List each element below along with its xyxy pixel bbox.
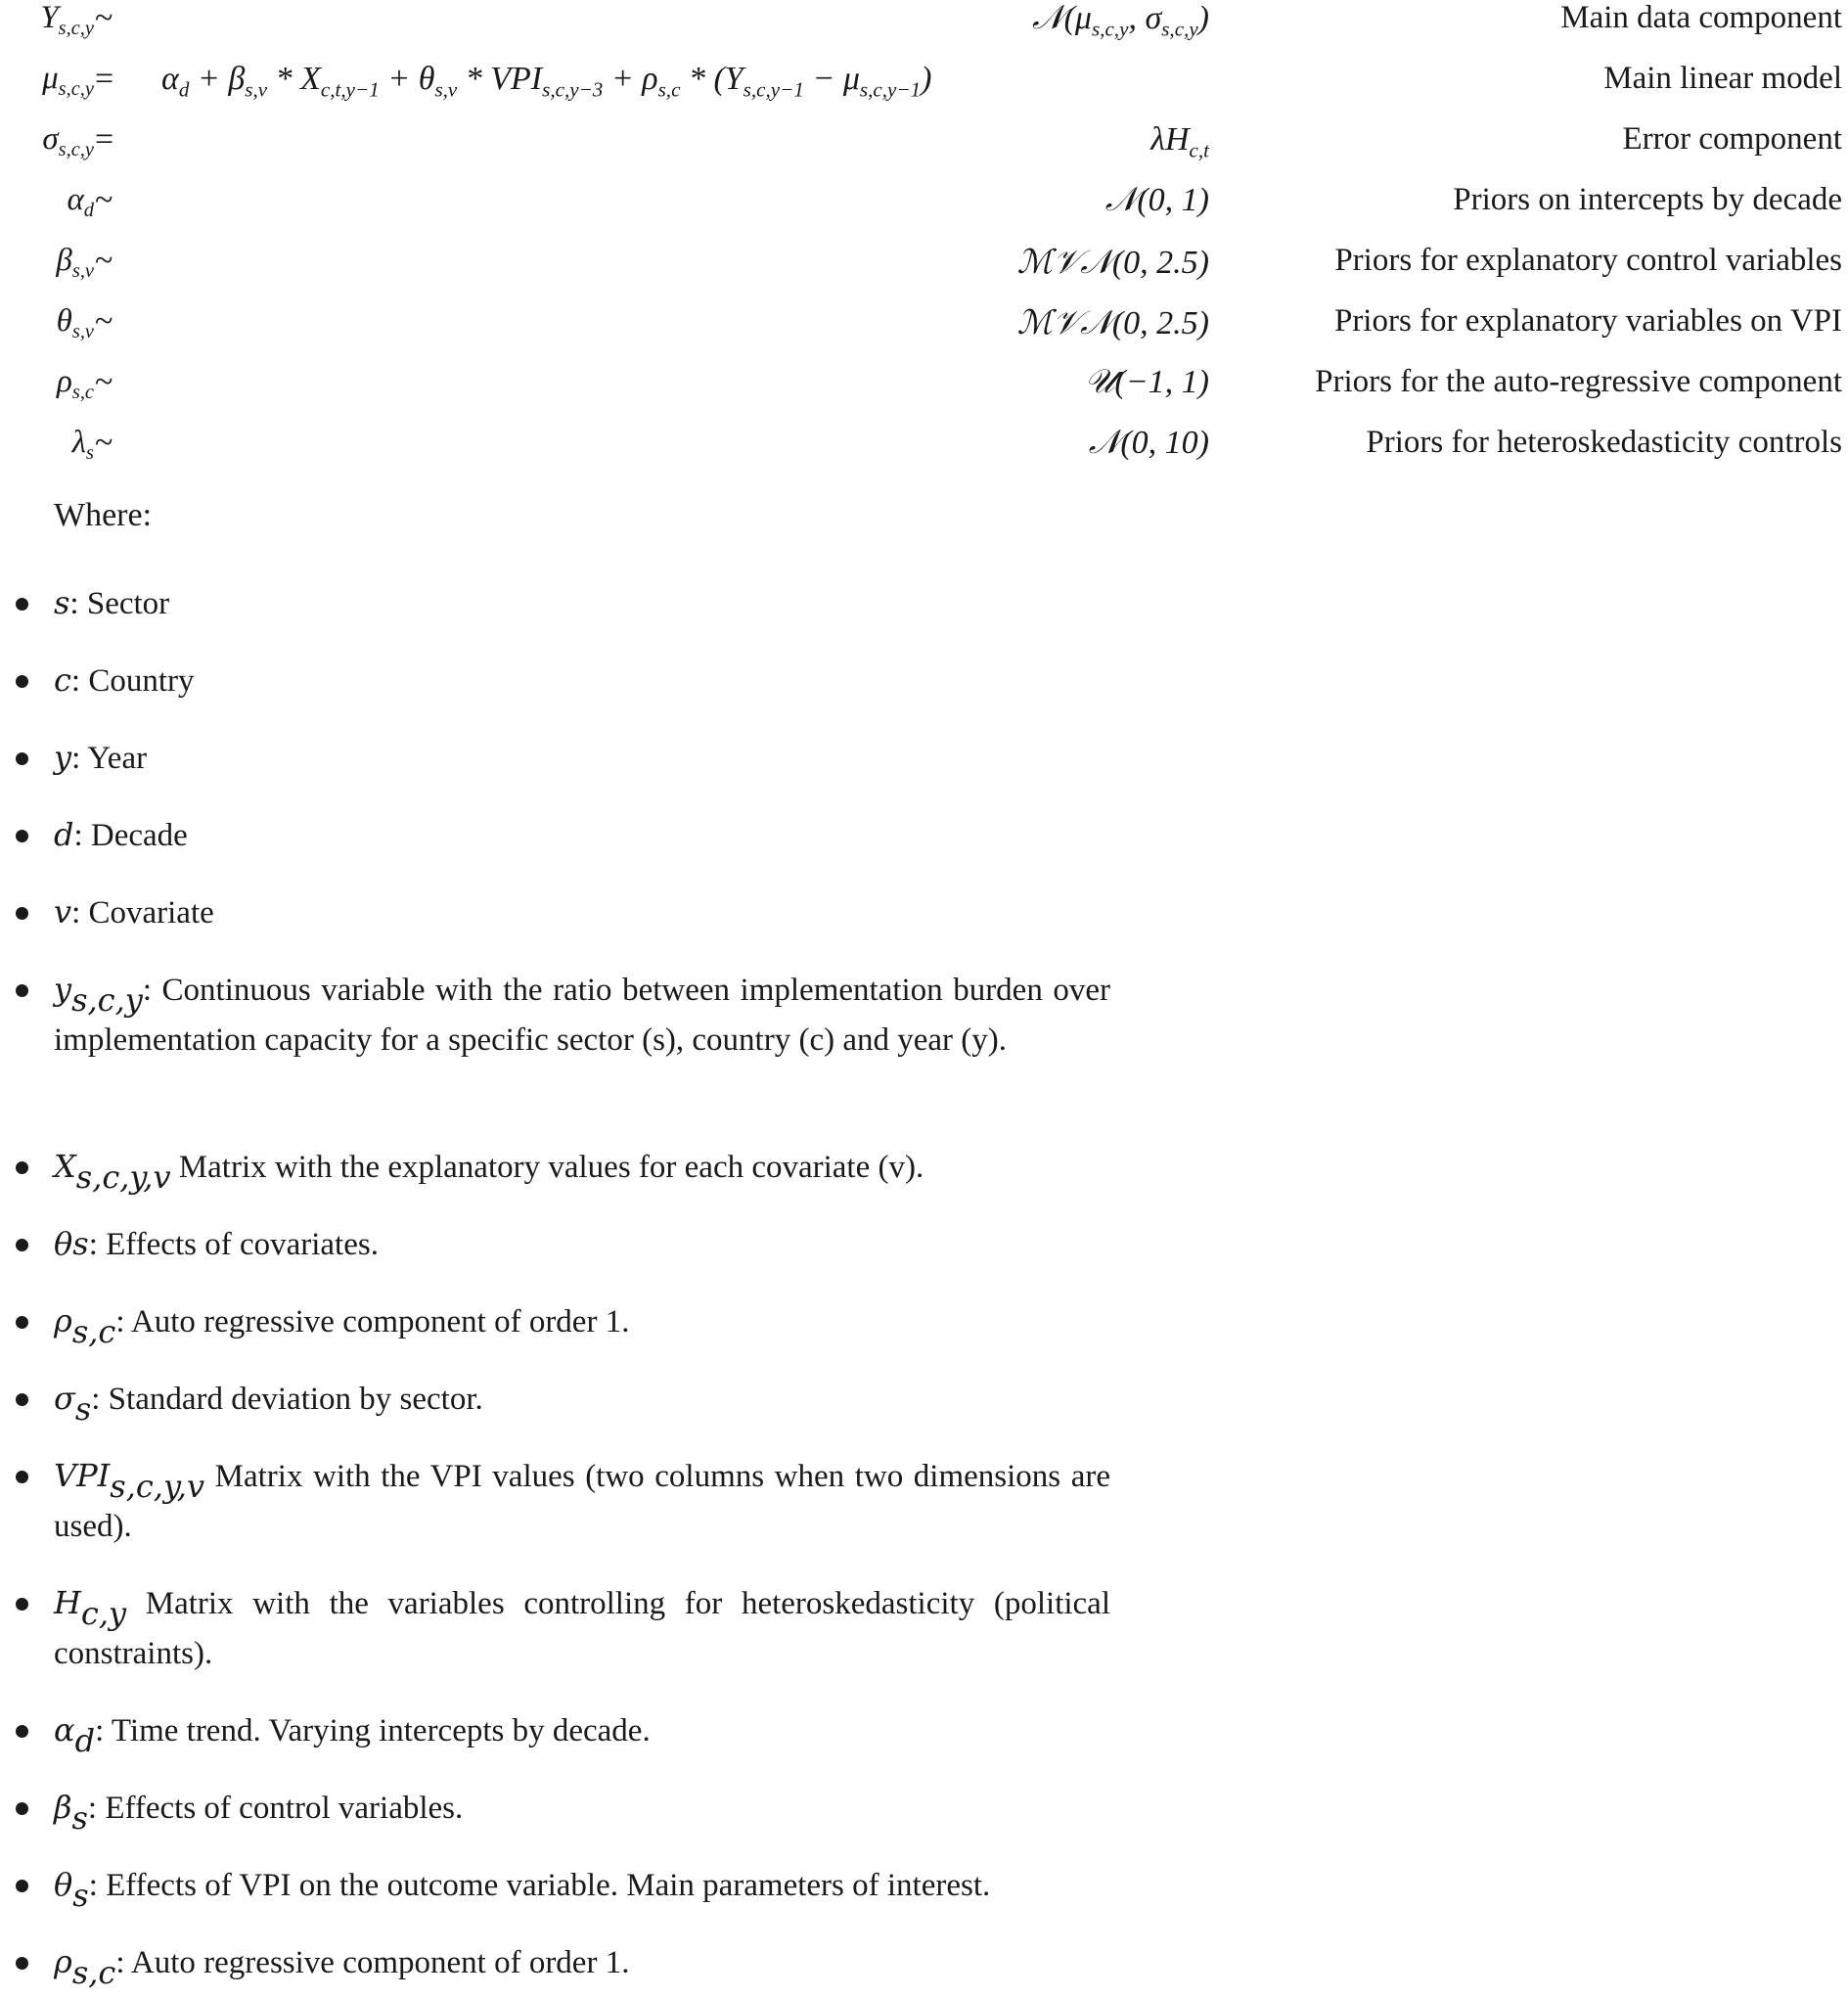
equation-relation: ~ — [95, 243, 113, 279]
definition-text — [54, 733, 1110, 784]
definition-description: : Effects of control variables. — [87, 1791, 464, 1826]
equation-row — [0, 182, 1848, 243]
definition-description: : Standard deviation by sector. — [91, 1382, 483, 1417]
definition-symbol: α — [54, 1711, 75, 1748]
definition-description: : Decade — [73, 818, 188, 853]
definition-symbol: ρ — [54, 1302, 72, 1340]
definition-subscript: s,c,y — [71, 981, 143, 1020]
definition-text — [54, 1142, 1110, 1197]
definition-symbol: c — [54, 661, 71, 699]
definition-symbol: VPI — [54, 1457, 111, 1494]
equation-rhs: ℳ𝒱𝒩(0, 2.5) — [1016, 245, 1209, 281]
equation-description: Main data component — [1560, 0, 1842, 35]
bullet-icon — [16, 830, 28, 842]
equation-description: Priors for explanatory control variables — [1334, 243, 1842, 278]
definition-symbol: β — [54, 1789, 72, 1826]
definition-description: Matrix with the variables controlling for heteroskedasticity (political constraints). — [54, 1586, 1110, 1671]
bullet-icon — [16, 675, 28, 688]
definition-subscript: s — [71, 1799, 88, 1838]
equation-lhs: $\alpha_d$ — [67, 182, 94, 222]
equation-rhs: ℳ𝒱𝒩(0, 2.5) — [1016, 305, 1209, 341]
definition-symbol: s — [54, 584, 70, 621]
equation-rhs: 𝒩(0, 10) — [1088, 425, 1209, 461]
definition-description: : Time trend. Varying intercepts by decade. — [95, 1713, 651, 1748]
bullet-icon — [16, 1471, 28, 1483]
equation-lhs: $\mu_{s,c,y}$ — [42, 61, 94, 101]
definition-description: : Effects of VPI on the outcome variable. Main parameters of interest. — [88, 1868, 991, 1903]
bullet-icon — [16, 1880, 28, 1892]
definition-subscript: s,c — [71, 1313, 116, 1351]
equation-description: Priors for the auto-regressive component — [1315, 364, 1842, 399]
equation-rhs: 𝒩(0, 1) — [1104, 182, 1209, 218]
equation-row — [0, 61, 1848, 121]
definition-text — [54, 1783, 1110, 1838]
equation-lhs: $\beta_{s,v}$ — [56, 243, 94, 283]
definition-subscript: d — [74, 1722, 96, 1760]
definition-description: : Country — [70, 663, 195, 699]
definition-text — [54, 810, 1110, 861]
definition-symbol: H — [54, 1584, 81, 1621]
definition-description: : Auto regressive component of order 1. — [115, 1945, 630, 1980]
definition-text — [54, 965, 1110, 1066]
equation-lhs: $\theta_{s,v}$ — [56, 303, 94, 343]
definition-description: : Continuous variable with the ratio between implementation burden over implementation capacity for a specific sector (s), country (c) and year (y). — [54, 973, 1110, 1058]
bullet-icon — [16, 1725, 28, 1738]
bullet-icon — [16, 1316, 28, 1329]
bullet-icon — [16, 752, 28, 765]
equation-description: Priors for explanatory variables on VPI — [1333, 303, 1842, 339]
definition-symbol: d — [54, 816, 74, 853]
equation-rhs: 𝒰(−1, 1) — [1084, 364, 1209, 400]
equation-relation: ~ — [95, 364, 113, 400]
definition-symbol: y — [54, 971, 72, 1008]
equation-lhs: $\lambda_s$ — [71, 425, 94, 465]
definition-symbol: σ — [54, 1380, 75, 1417]
definition-text — [54, 1705, 1110, 1760]
definition-subscript: c,y — [80, 1595, 127, 1633]
bullet-icon — [16, 1802, 28, 1815]
equation-lhs: $Y_{s,c,y}$ — [40, 0, 94, 40]
equation-row — [0, 364, 1848, 425]
equation-row — [0, 121, 1848, 182]
definition-text — [54, 1578, 1110, 1679]
bullet-icon — [16, 1393, 28, 1406]
bullet-icon — [16, 984, 28, 997]
definition-subscript: s,c,y,v — [110, 1468, 205, 1506]
bullet-icon — [16, 1598, 28, 1611]
bullet-icon — [16, 1161, 28, 1174]
definition-symbol: θs — [54, 1225, 89, 1262]
where-label: Where: — [54, 497, 153, 533]
equation-relation: ~ — [95, 425, 113, 461]
definition-symbol: y — [54, 739, 72, 776]
equation-lhs: $\rho_{s,c}$ — [57, 364, 94, 404]
definition-symbol: θ — [54, 1866, 73, 1903]
equation-description: Priors for heteroskedasticity controls — [1366, 425, 1842, 460]
equation-relation: = — [95, 61, 114, 97]
equation-relation: ~ — [95, 182, 113, 218]
equation-relation: ~ — [95, 0, 113, 36]
definition-description: : Sector — [69, 586, 170, 621]
definition-text — [54, 656, 1110, 706]
bullet-icon — [16, 1957, 28, 1970]
equation-description: Priors on intercepts by decade — [1453, 182, 1842, 217]
bullet-icon — [16, 907, 28, 920]
equation-relation: ~ — [95, 303, 113, 340]
definition-subscript: s — [72, 1877, 89, 1915]
definition-description: : Effects of covariates. — [88, 1227, 379, 1262]
definition-text — [54, 1219, 1110, 1270]
definition-description: : Year — [71, 741, 148, 776]
definition-symbol: X — [54, 1148, 76, 1185]
equation-relation: = — [95, 121, 114, 158]
definition-description: : Auto regressive component of order 1. — [115, 1304, 630, 1340]
definition-description: : Covariate — [71, 895, 214, 931]
definition-symbol: ρ — [54, 1943, 72, 1980]
definition-subscript: s,c — [71, 1954, 116, 1992]
equation-description: Main linear model — [1603, 61, 1842, 96]
definition-subscript: s,c,y,v — [75, 1158, 171, 1197]
equation-row — [0, 243, 1848, 303]
equation-row — [0, 425, 1848, 485]
definition-text — [54, 578, 1110, 629]
definition-symbol: v — [54, 893, 72, 931]
definition-description: Matrix with the explanatory values for each covariate (v). — [170, 1150, 924, 1185]
definition-text — [54, 1296, 1110, 1351]
equation-rhs: $𝒩(\mu_{s,c,y}$, $\sigma_{s,c,y}$) — [1032, 0, 1209, 41]
definition-text — [54, 1451, 1110, 1552]
equation-rhs: $\alpha_d + \beta_{s,v} * X_{c,t,y-1} + \theta_{s,v} * VPI_{s,c,y-3} + \rho_{s,c} * (Y_{s,c,y-1} - \mu_{s,c,y-1})$ — [161, 61, 932, 102]
definition-text — [54, 887, 1110, 938]
definition-subscript: s — [74, 1390, 92, 1429]
definition-text — [54, 1860, 1110, 1915]
definition-text — [54, 1374, 1110, 1429]
equation-row — [0, 303, 1848, 364]
definition-text — [54, 1937, 1110, 1992]
bullet-icon — [16, 1239, 28, 1251]
equation-row — [0, 0, 1848, 61]
equation-description: Error component — [1622, 121, 1842, 157]
bullet-icon — [16, 598, 28, 611]
definition-description: Matrix with the VPI values (two columns when two dimensions are used). — [54, 1459, 1110, 1544]
equation-lhs: $\sigma_{s,c,y}$ — [42, 121, 94, 161]
equation-rhs: $\lambda H_{c,t}$ — [1150, 121, 1209, 162]
